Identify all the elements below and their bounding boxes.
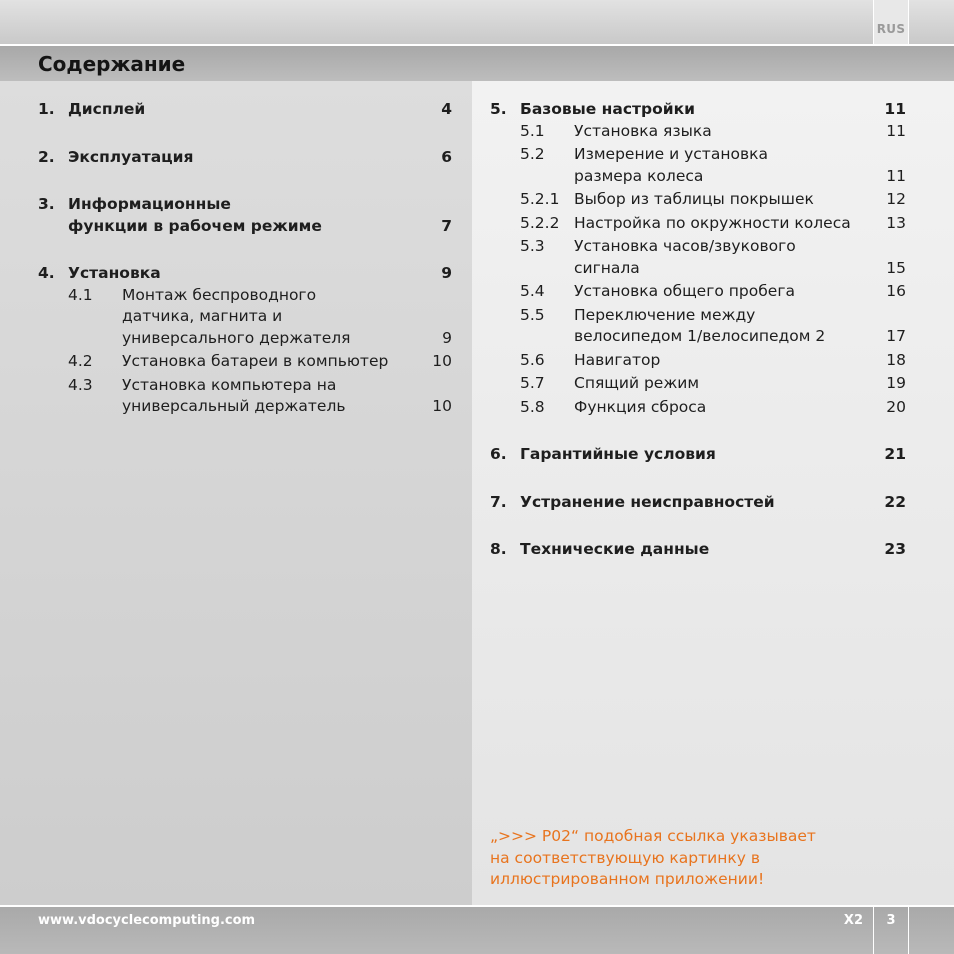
header-bar xyxy=(0,0,954,44)
toc-title-line: Эксплуатация xyxy=(68,147,194,166)
toc-number: 4.1 xyxy=(68,285,93,304)
toc-title-line: универсального держателя xyxy=(122,328,351,347)
toc-title xyxy=(574,373,866,395)
toc-number: 5.2.2 xyxy=(520,213,560,232)
toc-page-number: 6 xyxy=(441,147,452,166)
page-number: 3 xyxy=(886,913,896,928)
toc-title xyxy=(520,444,866,466)
toc-title-line: Устранение неисправностей xyxy=(520,492,775,511)
toc-number: 4. xyxy=(38,264,55,282)
toc-spacer xyxy=(490,466,906,492)
toc-page-number: 12 xyxy=(886,190,906,208)
toc-section xyxy=(38,99,452,121)
toc-page-number: 7 xyxy=(441,216,452,235)
note-line: „>>> P02“ подобная ссылка указывает xyxy=(490,827,816,845)
page-title: Содержание xyxy=(38,52,186,76)
toc-subsection xyxy=(490,236,906,279)
toc-title-line: Установка общего пробега xyxy=(574,282,795,300)
toc-title-line: Установка компьютера на xyxy=(122,375,337,394)
toc-section xyxy=(38,194,452,237)
toc-page-number: 17 xyxy=(886,327,906,345)
toc-page-number: 21 xyxy=(884,445,906,463)
toc-title-line: Гарантийные условия xyxy=(520,445,716,463)
toc-page-number: 22 xyxy=(884,492,906,511)
toc-spacer xyxy=(490,418,906,444)
toc-page-number: 20 xyxy=(886,397,906,416)
toc-page-number: 11 xyxy=(886,121,906,140)
toc-title-line: Технические данные xyxy=(520,540,710,558)
toc-title xyxy=(68,263,412,285)
toc-section xyxy=(38,263,452,285)
toc-title xyxy=(574,213,866,235)
toc-title-line: Выбор из таблицы покрышек xyxy=(574,190,814,208)
toc-number: 3. xyxy=(38,195,55,213)
toc-page-number: 16 xyxy=(886,282,906,300)
toc-subsection xyxy=(490,373,906,395)
toc-number: 5.8 xyxy=(520,397,545,416)
toc-title xyxy=(574,189,866,211)
toc-subsection xyxy=(38,285,452,350)
toc-section xyxy=(38,147,452,169)
toc-title-line: Переключение между xyxy=(574,305,756,324)
toc-spacer xyxy=(490,513,906,539)
toc-section xyxy=(490,444,906,466)
toc-title xyxy=(520,492,866,514)
toc-page-number: 15 xyxy=(886,258,906,277)
toc-page-number: 10 xyxy=(432,397,452,415)
toc-title-line: Установка часов/звукового сигнала xyxy=(574,237,796,277)
toc-number: 6. xyxy=(490,445,507,463)
toc-page-number: 9 xyxy=(441,264,452,282)
toc-number: 5.2 xyxy=(520,145,545,163)
toc-number: 5.4 xyxy=(520,282,545,300)
toc-number: 5. xyxy=(490,100,507,118)
toc-number: 5.7 xyxy=(520,374,545,392)
toc-left-list xyxy=(38,99,452,418)
toc-subsection xyxy=(38,351,452,373)
toc-title xyxy=(574,144,866,187)
toc-number: 2. xyxy=(38,147,55,166)
toc-title xyxy=(122,351,412,373)
toc-number: 7. xyxy=(490,492,507,511)
toc-number: 5.3 xyxy=(520,237,545,255)
language-label: RUS xyxy=(876,22,906,36)
toc-title xyxy=(520,99,866,121)
toc-title xyxy=(574,236,866,279)
toc-page-number: 23 xyxy=(884,540,906,558)
toc-title xyxy=(574,350,866,372)
toc-title-line: Измерение и установка xyxy=(574,145,768,163)
footer-bar xyxy=(0,907,954,954)
toc-number: 5.5 xyxy=(520,305,545,324)
toc-number: 1. xyxy=(38,100,55,118)
language-tab xyxy=(873,0,909,44)
toc-title xyxy=(68,147,412,169)
note-line: иллюстрированном приложении! xyxy=(490,870,765,888)
page-number-box xyxy=(873,907,909,954)
website-url: www.vdocyclecomputing.com xyxy=(38,913,256,928)
toc-subsection xyxy=(490,305,906,348)
toc-title-line: функции в рабочем режиме xyxy=(68,216,322,235)
toc-page-number: 11 xyxy=(884,100,906,118)
toc-number: 5.2.1 xyxy=(520,190,560,208)
toc-title xyxy=(68,99,412,121)
toc-page-number: 19 xyxy=(886,374,906,392)
toc-page-number: 9 xyxy=(442,328,452,347)
reference-note xyxy=(490,826,890,891)
toc-title xyxy=(122,375,412,418)
toc-title-line: Спящий режим xyxy=(574,374,700,392)
toc-subsection xyxy=(490,121,906,143)
toc-title-line: Базовые настройки xyxy=(520,100,695,118)
toc-title xyxy=(574,281,866,303)
toc-title-line: Дисплей xyxy=(68,100,146,118)
toc-page-number: 4 xyxy=(441,100,452,118)
toc-number: 5.6 xyxy=(520,350,545,369)
toc-title xyxy=(122,285,412,350)
toc-number: 8. xyxy=(490,540,507,558)
note-line: на соответствующую картинку в xyxy=(490,848,760,867)
toc-title-line: размера колеса xyxy=(574,166,704,185)
toc-title-line: Настройка по окружности колеса xyxy=(574,213,851,232)
toc-right-list xyxy=(490,99,906,561)
toc-title-line: Монтаж беспроводного xyxy=(122,285,317,304)
toc-title-line: велосипедом 1/велосипедом 2 xyxy=(574,327,826,345)
toc-page-number: 11 xyxy=(886,166,906,185)
toc-subsection xyxy=(490,144,906,187)
toc-number: 4.3 xyxy=(68,375,93,394)
toc-title-line: Установка языка xyxy=(574,121,712,140)
toc-spacer xyxy=(38,237,452,263)
toc-title-line: Установка батареи в компьютер xyxy=(122,352,389,370)
toc-title xyxy=(574,121,866,143)
toc-subsection xyxy=(490,213,906,235)
title-bar xyxy=(0,46,954,81)
toc-title xyxy=(68,194,412,237)
toc-page-number: 18 xyxy=(886,350,906,369)
toc-subsection xyxy=(38,375,452,418)
toc-number: 5.1 xyxy=(520,121,545,140)
toc-title xyxy=(574,305,866,348)
toc-spacer xyxy=(38,121,452,147)
toc-title-line: Установка xyxy=(68,264,161,282)
toc-title xyxy=(574,397,866,419)
toc-title xyxy=(520,539,866,561)
toc-title-line: Навигатор xyxy=(574,350,661,369)
toc-page-number: 13 xyxy=(886,213,906,232)
toc-page-number: 10 xyxy=(432,352,452,370)
toc-subsection xyxy=(490,397,906,419)
toc-title-line: датчика, магнита и xyxy=(122,307,283,325)
toc-section xyxy=(490,99,906,121)
toc-subsection xyxy=(490,189,906,211)
toc-number: 4.2 xyxy=(68,352,93,370)
toc-spacer xyxy=(38,168,452,194)
toc-section xyxy=(490,539,906,561)
toc-subsection xyxy=(490,281,906,303)
model-label: X2 xyxy=(843,913,863,928)
toc-title-line: Информационные xyxy=(68,195,231,213)
toc-section xyxy=(490,492,906,514)
toc-subsection xyxy=(490,350,906,372)
toc-title-line: Функция сброса xyxy=(574,397,707,416)
toc-title-line: универсальный держатель xyxy=(122,397,346,415)
